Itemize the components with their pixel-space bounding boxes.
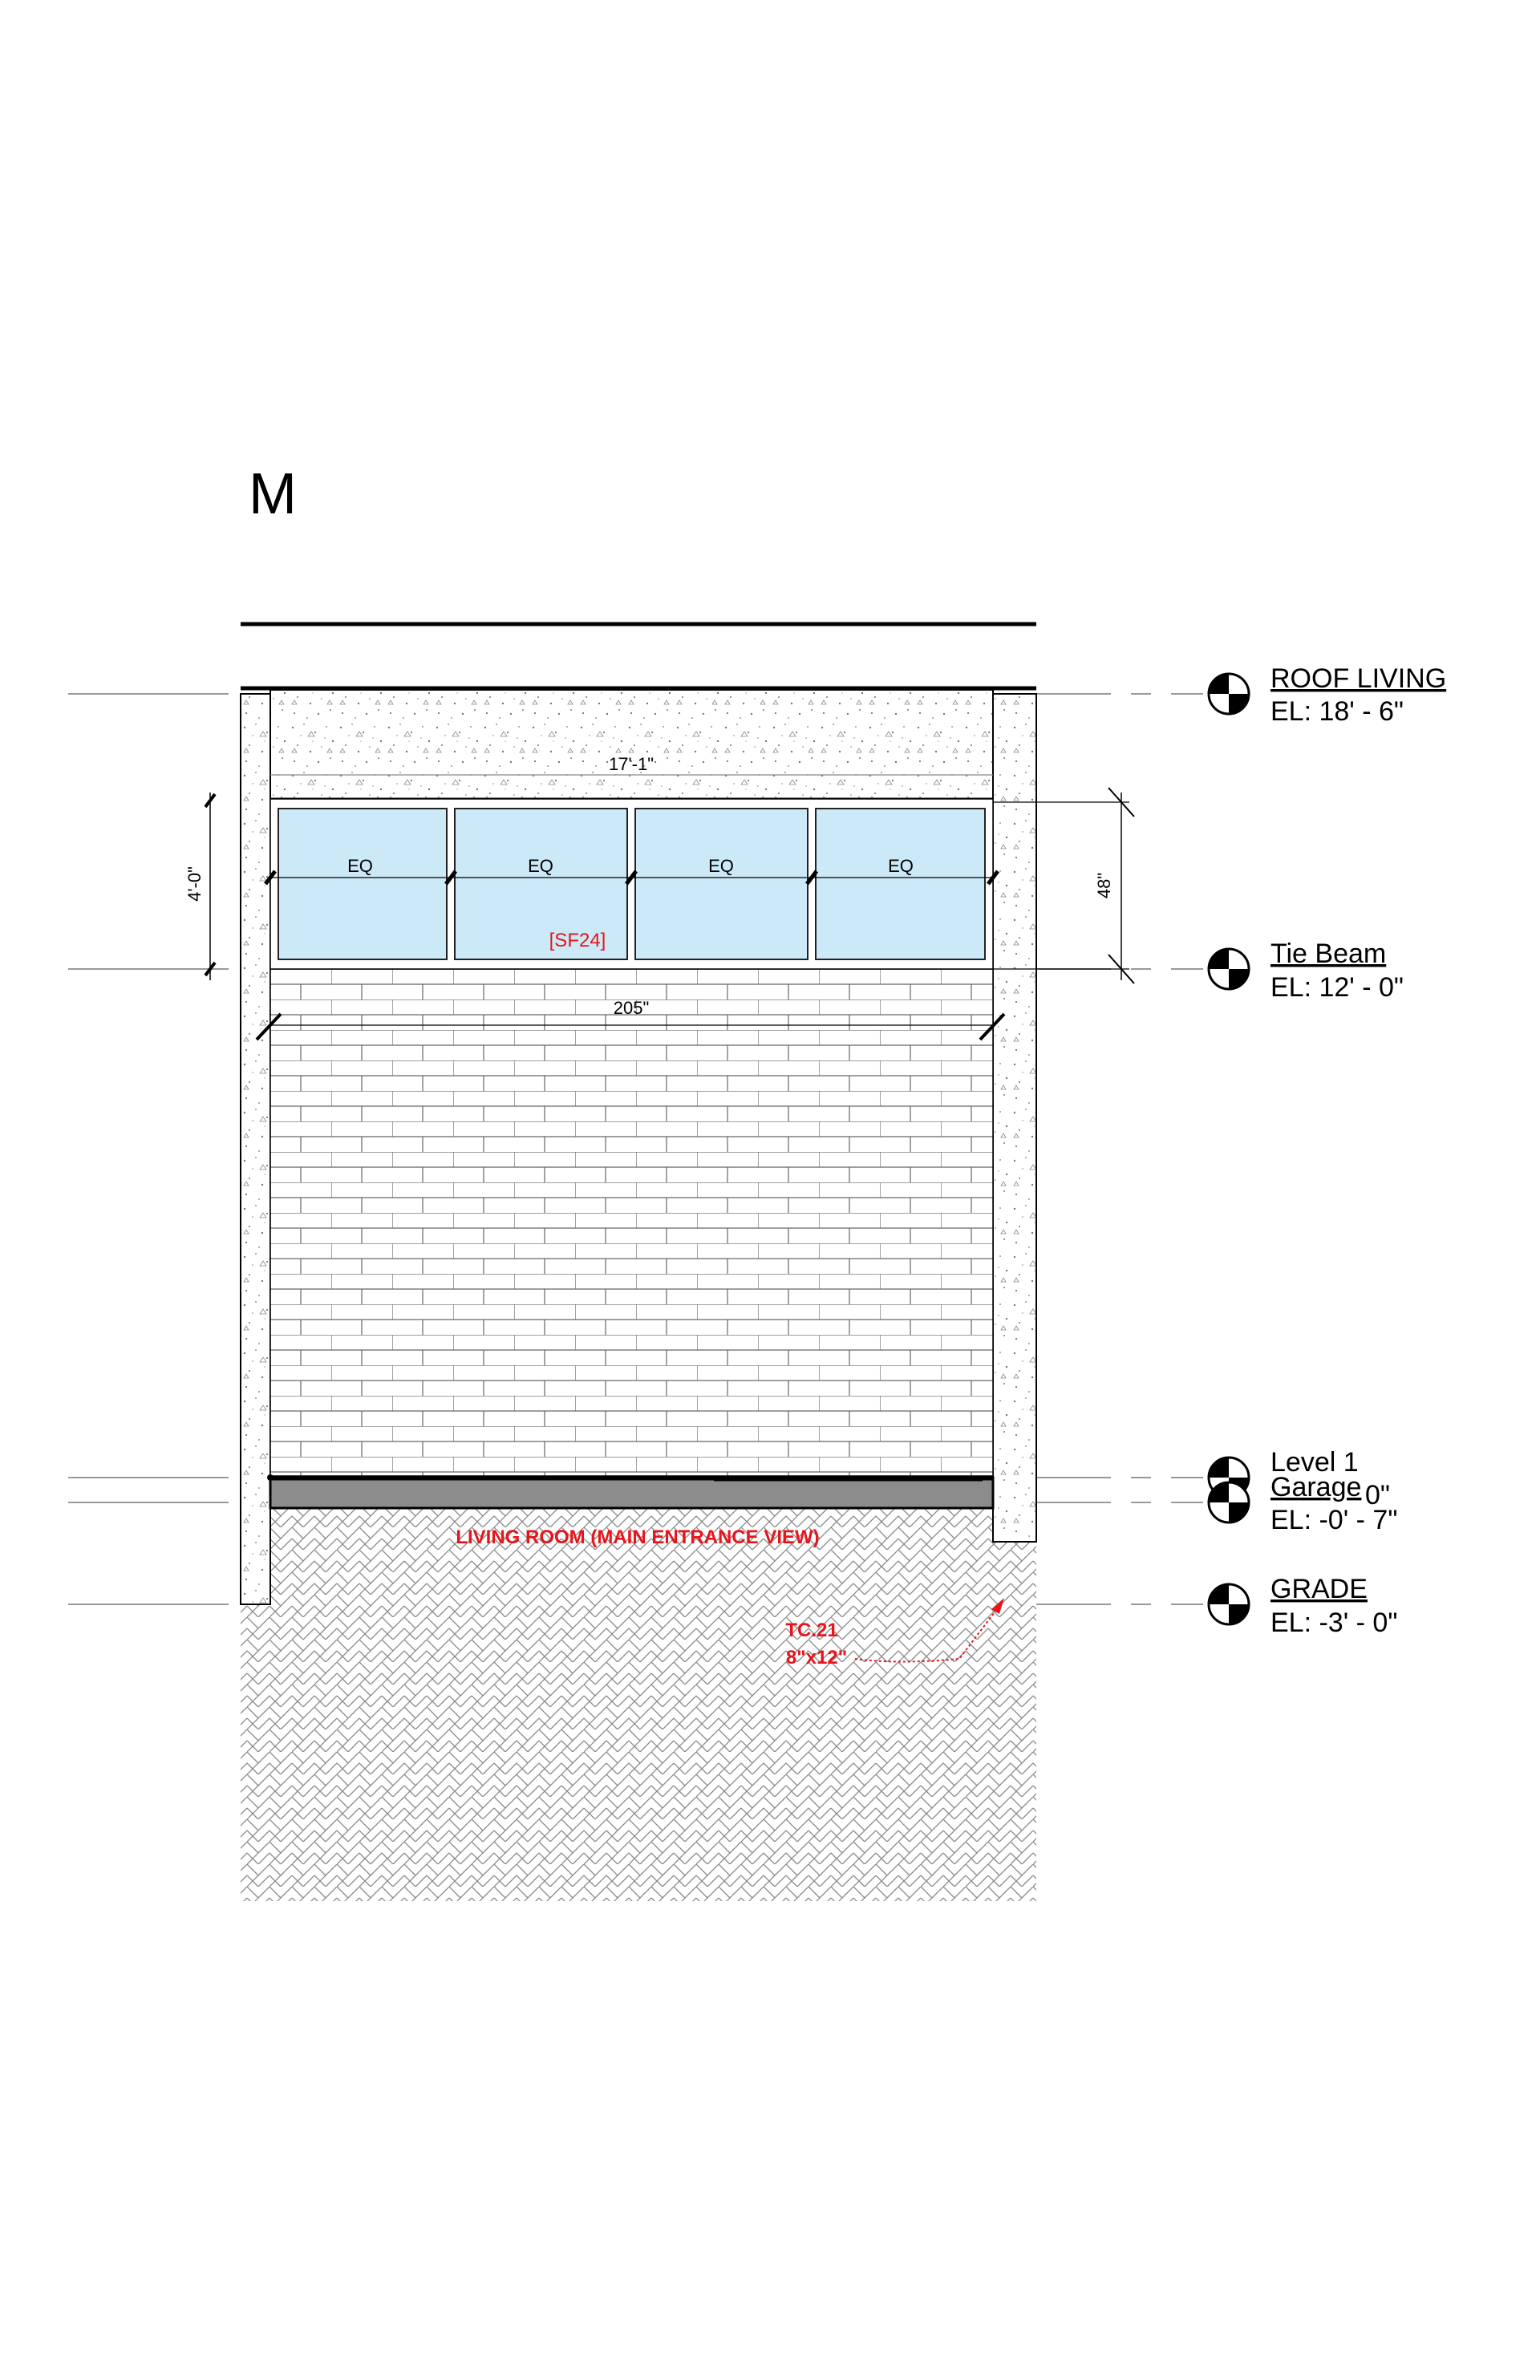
level-marker-grade	[1209, 1574, 1397, 1638]
column-tag-line1: TC.21	[785, 1620, 838, 1641]
level-marker-tie-beam	[1209, 939, 1404, 1003]
sheet-mark: M	[249, 462, 297, 526]
eq-label: EQ	[528, 856, 553, 876]
level-datum-icon	[1209, 674, 1249, 714]
eq-label: EQ	[888, 856, 914, 876]
right-column	[993, 694, 1036, 1542]
slab-endpoint	[267, 1474, 274, 1481]
window-pane	[816, 809, 985, 959]
masonry-wall	[270, 969, 993, 1476]
level-name: Garage	[1270, 1472, 1362, 1502]
left-height-text: 4'-0"	[184, 866, 205, 902]
window-tag: [SF24]	[549, 930, 606, 951]
level-elevation: EL: 18' - 6"	[1270, 696, 1404, 727]
level-marker-roof	[1209, 663, 1446, 727]
view-title: LIVING ROOM (MAIN ENTRANCE VIEW)	[456, 1527, 820, 1548]
level-elevation: EL: -3' - 0"	[1270, 1608, 1398, 1638]
roof-slab	[270, 690, 993, 799]
left-height-dimension	[184, 793, 215, 980]
level-marker-level1-garage	[1209, 1447, 1397, 1535]
level-name: Tie Beam	[1270, 939, 1387, 969]
eq-label: EQ	[708, 856, 734, 876]
level-name: ROOF LIVING	[1270, 663, 1447, 694]
wall-width-text: 205"	[613, 998, 650, 1018]
level-datum-icon	[1209, 1482, 1249, 1522]
level-name: Level 1	[1270, 1447, 1359, 1478]
level-datum-icon	[1209, 1584, 1249, 1624]
floor-slab	[270, 1478, 993, 1508]
right-height-text: 48"	[1094, 872, 1114, 899]
eq-label: EQ	[347, 856, 373, 876]
window-pane	[635, 809, 808, 959]
column-tag-line2: 8"x12"	[785, 1647, 848, 1668]
overall-width-text: 17'-1"	[608, 754, 654, 774]
level-elevation: EL: -0' - 7"	[1270, 1505, 1398, 1535]
level-name: GRADE	[1270, 1574, 1368, 1604]
ground-hatch	[241, 1508, 1036, 1901]
level-elevation-fragment: 0"	[1365, 1480, 1390, 1510]
left-column	[241, 694, 270, 1604]
level-datum-icon	[1209, 949, 1249, 989]
window-pane	[278, 809, 447, 959]
level-elevation: EL: 12' - 0"	[1270, 972, 1404, 1003]
